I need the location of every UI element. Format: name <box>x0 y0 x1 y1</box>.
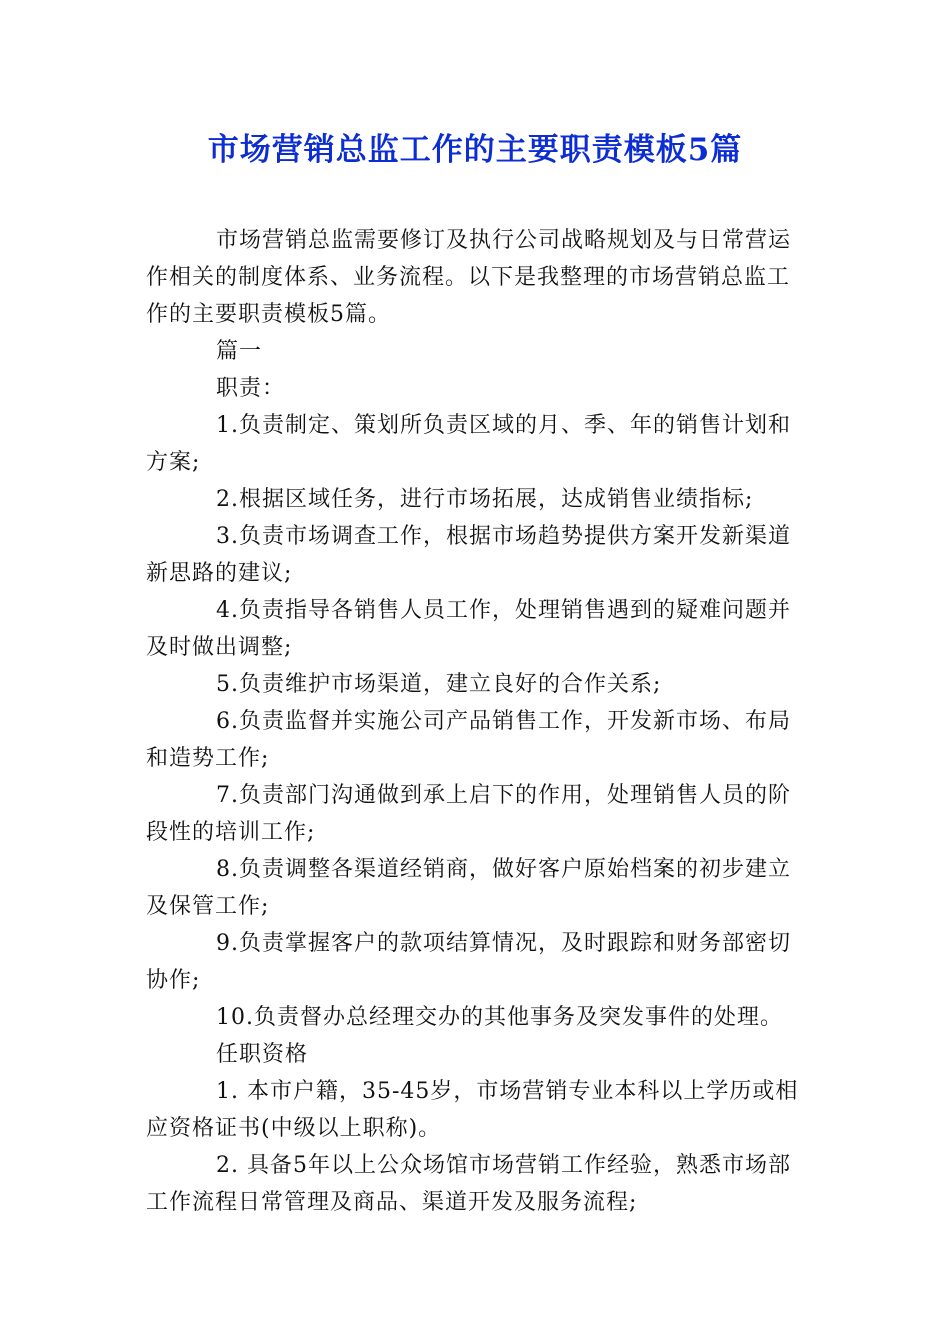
duty-item-4: 4.负责指导各销售人员工作，处理销售遇到的疑难问题并及时做出调整; <box>146 598 791 660</box>
qualification-item-2: 2. 具备5年以上公众场馆市场营销工作经验，熟悉市场部工作流程日常管理及商品、渠道开发及服务流程; <box>146 1153 791 1215</box>
duties-heading: 职责： <box>216 376 286 401</box>
duty-item-1: 1.负责制定、策划所负责区域的月、季、年的销售计划和方案; <box>146 413 791 475</box>
duty-item-9: 9.负责掌握客户的款项结算情况，及时跟踪和财务部密切协作; <box>146 931 791 993</box>
duty-item-6: 6.负责监督并实施公司产品销售工作，开发新市场、布局和造势工作; <box>146 709 791 771</box>
qualification-item-1: 1. 本市户籍，35-45岁，市场营销专业本科以上学历或相应资格证书(中级以上职称)。 <box>146 1079 799 1141</box>
duty-item-2: 2.根据区域任务，进行市场拓展，达成销售业绩指标; <box>216 487 754 512</box>
intro-paragraph: 市场营销总监需要修订及执行公司战略规划及与日常营运作相关的制度体系、业务流程。以下是我整理的市场营销总监工作的主要职责模板5篇。 <box>146 228 792 327</box>
document-title: 市场营销总监工作的主要职责模板5篇 <box>207 132 743 168</box>
qualifications-heading: 任职资格 <box>216 1042 309 1067</box>
duty-item-10: 10.负责督办总经理交办的其他事务及突发事件的处理。 <box>216 1005 783 1030</box>
document-body <box>146 222 806 1221</box>
duty-item-3: 3.负责市场调查工作，根据市场趋势提供方案开发新渠道新思路的建议; <box>146 524 791 586</box>
duty-item-7: 7.负责部门沟通做到承上启下的作用，处理销售人员的阶段性的培训工作; <box>146 783 791 845</box>
section-heading-part-one: 篇一 <box>216 339 263 364</box>
duty-item-8: 8.负责调整各渠道经销商，做好客户原始档案的初步建立及保管工作; <box>146 857 791 919</box>
duty-item-5: 5.负责维护市场渠道，建立良好的合作关系; <box>216 672 662 697</box>
